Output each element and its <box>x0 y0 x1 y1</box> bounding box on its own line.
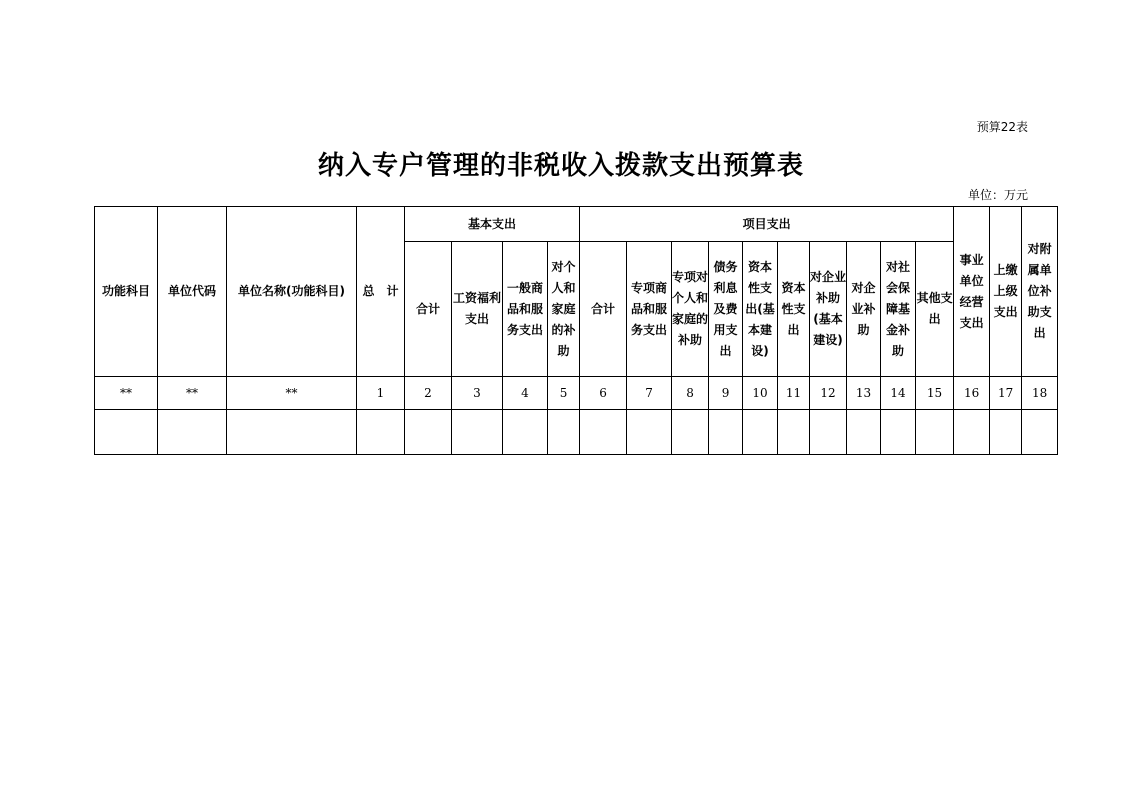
header-project-goods-services: 专项商品和服务支出 <box>627 242 672 377</box>
empty-cell <box>548 410 580 455</box>
table-cell: 12 <box>810 377 847 410</box>
table-cell: ** <box>227 377 357 410</box>
table-cell: 10 <box>743 377 778 410</box>
empty-cell <box>95 410 158 455</box>
table-cell: 11 <box>778 377 810 410</box>
header-basic-personal-subsidy: 对个人和家庭的补助 <box>548 242 580 377</box>
table-cell: 2 <box>405 377 452 410</box>
header-business-operation: 事业单位经营支出 <box>954 207 990 377</box>
empty-cell <box>227 410 357 455</box>
empty-cell <box>580 410 627 455</box>
table-cell: 9 <box>709 377 743 410</box>
table-cell: 1 <box>357 377 405 410</box>
empty-cell <box>672 410 709 455</box>
header-total: 总 计 <box>357 207 405 377</box>
header-project-debt-interest: 债务利息及费用支出 <box>709 242 743 377</box>
header-unit-name: 单位名称(功能科目) <box>227 207 357 377</box>
header-project-expenditure: 项目支出 <box>580 207 954 242</box>
empty-cell <box>954 410 990 455</box>
empty-cell <box>452 410 503 455</box>
table-cell: 16 <box>954 377 990 410</box>
header-project-capital-construction: 资本性支出(基本建设) <box>743 242 778 377</box>
table-cell: 14 <box>881 377 916 410</box>
table-cell: ** <box>95 377 158 410</box>
header-upper-payment: 上缴上级支出 <box>990 207 1022 377</box>
header-project-personal-subsidy: 专项对个人和家庭的补助 <box>672 242 709 377</box>
empty-cell <box>158 410 227 455</box>
table-cell: 18 <box>1022 377 1058 410</box>
table-cell: 13 <box>847 377 881 410</box>
table-cell: 17 <box>990 377 1022 410</box>
empty-cell <box>916 410 954 455</box>
header-function-subject: 功能科目 <box>95 207 158 377</box>
header-unit-code: 单位代码 <box>158 207 227 377</box>
header-subsidiary-subsidy: 对附属单位补助支出 <box>1022 207 1058 377</box>
table-row-index <box>95 377 1058 410</box>
empty-cell <box>743 410 778 455</box>
empty-cell <box>357 410 405 455</box>
table-cell: ** <box>158 377 227 410</box>
header-basic-wages: 工资福利支出 <box>452 242 503 377</box>
unit-label: 单位：万元 <box>967 188 1028 202</box>
header-basic-goods-services: 一般商品和服务支出 <box>503 242 548 377</box>
empty-cell <box>881 410 916 455</box>
empty-cell <box>1022 410 1058 455</box>
header-basic-total: 合计 <box>405 242 452 377</box>
empty-cell <box>778 410 810 455</box>
page-title: 纳入专户管理的非税收入拨款支出预算表 <box>317 151 804 181</box>
empty-cell <box>810 410 847 455</box>
header-project-capital: 资本性支出 <box>778 242 810 377</box>
header-project-enterprise-construction: 对企业补助(基本建设) <box>810 242 847 377</box>
table-number: 预算22表 <box>976 120 1028 134</box>
header-basic-expenditure: 基本支出 <box>405 207 580 242</box>
header-project-social-security: 对社会保障基金补助 <box>881 242 916 377</box>
table-cell: 15 <box>916 377 954 410</box>
table-cell: 4 <box>503 377 548 410</box>
empty-cell <box>405 410 452 455</box>
empty-cell <box>627 410 672 455</box>
table-cell: 5 <box>548 377 580 410</box>
table-cell: 3 <box>452 377 503 410</box>
table-cell: 8 <box>672 377 709 410</box>
empty-cell <box>990 410 1022 455</box>
table-row-empty <box>95 410 1058 455</box>
header-project-other: 其他支出 <box>916 242 954 377</box>
header-project-total: 合计 <box>580 242 627 377</box>
header-project-enterprise-subsidy: 对企业补助 <box>847 242 881 377</box>
empty-cell <box>847 410 881 455</box>
table-cell: 6 <box>580 377 627 410</box>
empty-cell <box>503 410 548 455</box>
budget-table <box>94 206 1058 455</box>
table-cell: 7 <box>627 377 672 410</box>
empty-cell <box>709 410 743 455</box>
